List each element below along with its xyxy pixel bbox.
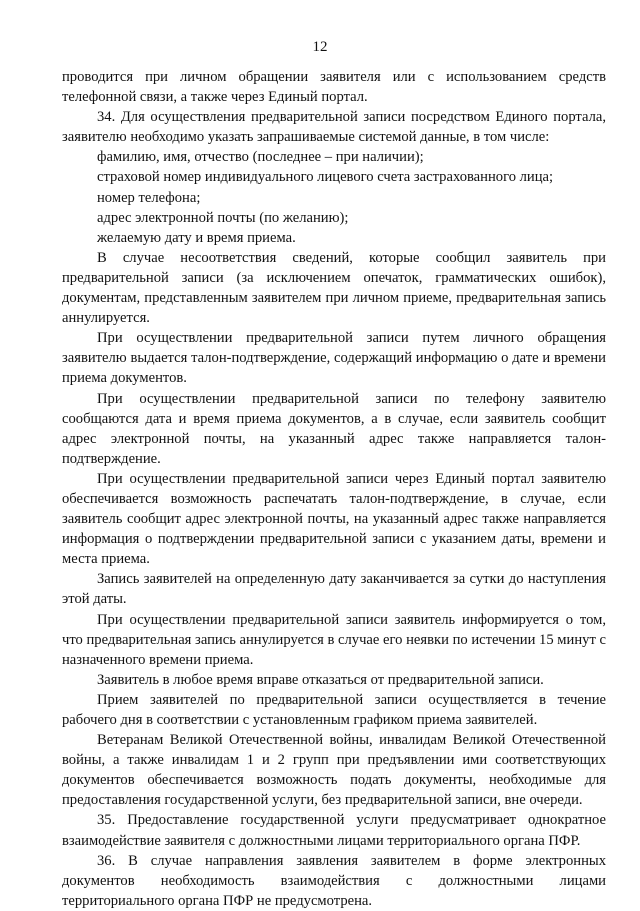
paragraph: желаемую дату и время приема. [97,229,296,246]
paragraph: адрес электронной почты (по желанию); [97,209,349,226]
paragraph: проводится при личном обращении заявителя или с использованием средств телефонной связи, а также через Единый портал. [62,69,606,106]
paragraph: Ветеранам Великой Отечественной войны, инвалидам Великой Отечественной войны, а также инвалидам 1 и 2 групп при предъявлении ими соответствующих документов обеспечивается возможность подать документы, необходимые для предоставления государственной услуги, без предварительной записи, вне очереди. [62,732,606,809]
paragraph: фамилию, имя, отчество (последнее – при наличии); [97,149,424,166]
paragraph: Заявитель в любое время вправе отказаться от предварительной записи. [97,671,544,688]
paragraph: 36. В случае направления заявления заявителем в форме электронных документов необходимость взаимодействия с должностными лицами территориального органа ПФР не предусмотрена. [62,852,606,909]
paragraph: В случае несоответствия сведений, которые сообщил заявитель при предварительной записи (за исключением опечаток, грамматических ошибок), документам, представленным заявителем при личном приеме, предварительная запись аннулируется. [62,249,606,327]
paragraph: Прием заявителей по предварительной записи осуществляется в течение рабочего дня в соответствии с установленным графиком приема заявителей. [62,691,606,728]
paragraph: 34. Для осуществления предварительной записи посредством Единого портала, заявителю необходимо указать запрашиваемые системой данные, в том числе: [62,109,606,146]
paragraph: При осуществлении предварительной записи через Единый портал заявителю обеспечивается возможность распечатать талон-подтверждение, в случае, если заявитель сообщит адрес электронной почты, на указанный адрес также направляется информация о подтверждении предварительной записи с указанием даты, времени и места приема. [62,470,606,568]
document-body [62,67,606,911]
paragraph: При осуществлении предварительной записи заявитель информируется о том, что предварительная запись аннулируется в случае его неявки по истечении 15 минут с назначенного времени приема. [62,611,606,668]
paragraph: номер телефона; [97,189,201,206]
paragraph: Запись заявителей на определенную дату заканчивается за сутки до наступления этой даты. [62,571,606,608]
paragraph: 35. Предоставление государственной услуги предусматривает однократное взаимодействие заявителя с должностными лицами территориального органа ПФР. [62,812,606,849]
paragraph: При осуществлении предварительной записи по телефону заявителю сообщаются дата и время приема документов, а в случае, если заявитель сообщит адрес электронной почты, на указанный адрес также направляется талон-подтверждение. [62,390,606,467]
paragraph: При осуществлении предварительной записи путем личного обращения заявителю выдается талон-подтверждение, содержащий информацию о дате и времени приема документов. [62,330,606,387]
paragraph: страховой номер индивидуального лицевого счета застрахованного лица; [97,169,554,186]
page-number: 12 [312,39,328,55]
